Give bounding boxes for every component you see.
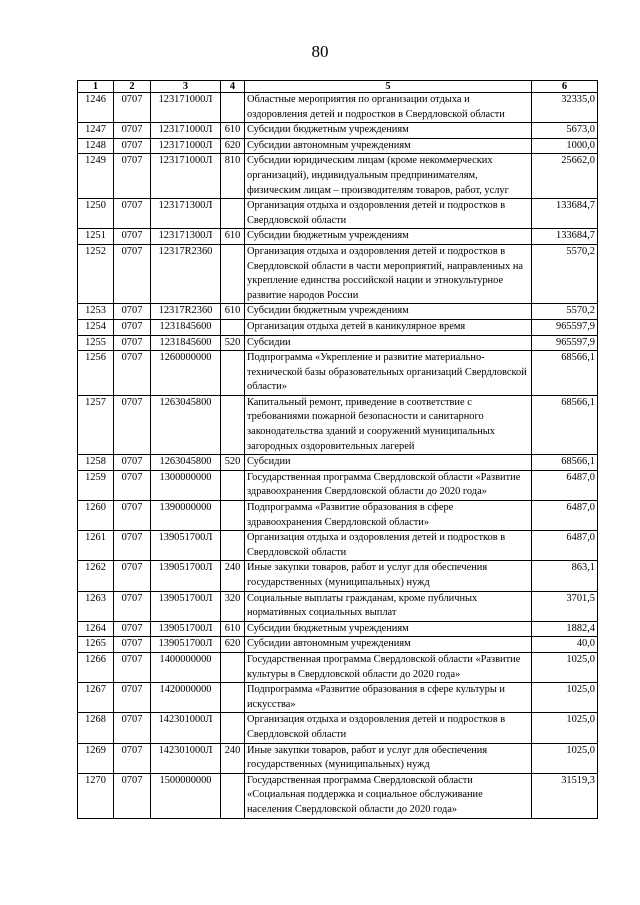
row-number-cell: 1252 <box>78 244 114 303</box>
amount-cell: 32335,0 <box>532 93 598 123</box>
table-row <box>78 531 598 561</box>
target-code-cell: 1400000000 <box>151 652 221 682</box>
header-cell: 1 <box>78 81 114 93</box>
section-code-cell: 0707 <box>114 395 151 454</box>
table-row <box>78 395 598 454</box>
row-number-cell: 1254 <box>78 319 114 335</box>
target-code-cell: 1300000000 <box>151 470 221 500</box>
amount-cell: 965597,9 <box>532 335 598 351</box>
section-code-cell: 0707 <box>114 591 151 621</box>
target-code-cell: 1390000000 <box>151 501 221 531</box>
item-name-cell: Субсидии юридическим лицам (кроме некоммерческих организаций), индивидуальным предпринимателям, физическим лицам – производителям товаров, работ, услуг <box>245 154 532 199</box>
expense-type-cell: 240 <box>221 561 245 591</box>
row-number-cell: 1266 <box>78 652 114 682</box>
item-name-cell: Капитальный ремонт, приведение в соответствие с требованиями пожарной безопасности и санитарного законодательства зданий и сооружений муниципальных загородных оздоровительных лагерей <box>245 395 532 454</box>
expense-type-cell <box>221 683 245 713</box>
amount-cell: 68566,1 <box>532 395 598 454</box>
section-code-cell: 0707 <box>114 621 151 637</box>
section-code-cell: 0707 <box>114 351 151 396</box>
item-name-cell: Субсидии <box>245 455 532 471</box>
table-row <box>78 591 598 621</box>
section-code-cell: 0707 <box>114 773 151 818</box>
table-row <box>78 335 598 351</box>
row-number-cell: 1251 <box>78 229 114 245</box>
table-row <box>78 154 598 199</box>
table-row <box>78 501 598 531</box>
item-name-cell: Субсидии автономным учреждениям <box>245 138 532 154</box>
amount-cell: 1025,0 <box>532 743 598 773</box>
row-number-cell: 1265 <box>78 637 114 653</box>
item-name-cell: Областные мероприятия по организации отдыха и оздоровления детей и подростков в Свердловской области <box>245 93 532 123</box>
row-number-cell: 1267 <box>78 683 114 713</box>
item-name-cell: Субсидии бюджетным учреждениям <box>245 304 532 320</box>
amount-cell: 5570,2 <box>532 244 598 303</box>
expense-type-cell: 620 <box>221 138 245 154</box>
section-code-cell: 0707 <box>114 154 151 199</box>
table-row <box>78 773 598 818</box>
section-code-cell: 0707 <box>114 713 151 743</box>
row-number-cell: 1246 <box>78 93 114 123</box>
table-body <box>78 93 598 819</box>
row-number-cell: 1255 <box>78 335 114 351</box>
target-code-cell: 123171300Л <box>151 199 221 229</box>
target-code-cell: 123171300Л <box>151 229 221 245</box>
section-code-cell: 0707 <box>114 199 151 229</box>
expense-type-cell: 520 <box>221 455 245 471</box>
amount-cell: 3701,5 <box>532 591 598 621</box>
amount-cell: 965597,9 <box>532 319 598 335</box>
expense-type-cell <box>221 531 245 561</box>
expense-type-cell <box>221 199 245 229</box>
expense-type-cell: 610 <box>221 123 245 139</box>
row-number-cell: 1264 <box>78 621 114 637</box>
target-code-cell: 1420000000 <box>151 683 221 713</box>
row-number-cell: 1261 <box>78 531 114 561</box>
amount-cell: 25662,0 <box>532 154 598 199</box>
expense-type-cell <box>221 395 245 454</box>
table-row <box>78 244 598 303</box>
expense-type-cell <box>221 470 245 500</box>
expense-type-cell: 810 <box>221 154 245 199</box>
item-name-cell: Государственная программа Свердловской области «Социальная поддержка и социальное обслуживание населения Свердловской области до 2020 года» <box>245 773 532 818</box>
amount-cell: 6487,0 <box>532 470 598 500</box>
row-number-cell: 1263 <box>78 591 114 621</box>
section-code-cell: 0707 <box>114 455 151 471</box>
expense-type-cell: 620 <box>221 637 245 653</box>
section-code-cell: 0707 <box>114 138 151 154</box>
amount-cell: 6487,0 <box>532 501 598 531</box>
amount-cell: 1025,0 <box>532 683 598 713</box>
item-name-cell: Подпрограмма «Развитие образования в сфере здравоохранения Свердловской области» <box>245 501 532 531</box>
table-row <box>78 652 598 682</box>
target-code-cell: 1263045800 <box>151 395 221 454</box>
target-code-cell: 1231845600 <box>151 319 221 335</box>
item-name-cell: Иные закупки товаров, работ и услуг для обеспечения государственных (муниципальных) нужд <box>245 743 532 773</box>
target-code-cell: 123171000Л <box>151 138 221 154</box>
table-row <box>78 123 598 139</box>
row-number-cell: 1250 <box>78 199 114 229</box>
section-code-cell: 0707 <box>114 244 151 303</box>
expense-type-cell: 610 <box>221 304 245 320</box>
row-number-cell: 1256 <box>78 351 114 396</box>
amount-cell: 863,1 <box>532 561 598 591</box>
target-code-cell: 123171000Л <box>151 154 221 199</box>
item-name-cell: Субсидии автономным учреждениям <box>245 637 532 653</box>
item-name-cell: Организация отдыха и оздоровления детей и подростков в Свердловской области <box>245 531 532 561</box>
item-name-cell: Иные закупки товаров, работ и услуг для обеспечения государственных (муниципальных) нужд <box>245 561 532 591</box>
section-code-cell: 0707 <box>114 652 151 682</box>
row-number-cell: 1247 <box>78 123 114 139</box>
item-name-cell: Подпрограмма «Укрепление и развитие материально-технической базы образовательных организаций Свердловской области» <box>245 351 532 396</box>
target-code-cell: 1500000000 <box>151 773 221 818</box>
row-number-cell: 1257 <box>78 395 114 454</box>
expense-type-cell: 320 <box>221 591 245 621</box>
target-code-cell: 12317R2360 <box>151 304 221 320</box>
amount-cell: 133684,7 <box>532 199 598 229</box>
section-code-cell: 0707 <box>114 683 151 713</box>
table-row <box>78 743 598 773</box>
expense-type-cell: 610 <box>221 229 245 245</box>
table-row <box>78 229 598 245</box>
table-row <box>78 199 598 229</box>
target-code-cell: 139051700Л <box>151 531 221 561</box>
expense-type-cell <box>221 244 245 303</box>
table-row <box>78 713 598 743</box>
table-row <box>78 637 598 653</box>
budget-table <box>77 80 598 819</box>
item-name-cell: Организация отдыха и оздоровления детей и подростков в Свердловской области в части мероприятий, направленных на укрепление единства российской нации и этнокультурное развитие народов России <box>245 244 532 303</box>
table-row <box>78 470 598 500</box>
table-row <box>78 138 598 154</box>
expense-type-cell <box>221 93 245 123</box>
section-code-cell: 0707 <box>114 123 151 139</box>
item-name-cell: Социальные выплаты гражданам, кроме публичных нормативных социальных выплат <box>245 591 532 621</box>
item-name-cell: Государственная программа Свердловской области «Развитие здравоохранения Свердловской области до 2020 года» <box>245 470 532 500</box>
item-name-cell: Организация отдыха и оздоровления детей и подростков в Свердловской области <box>245 713 532 743</box>
row-number-cell: 1259 <box>78 470 114 500</box>
target-code-cell: 1263045800 <box>151 455 221 471</box>
section-code-cell: 0707 <box>114 229 151 245</box>
expense-type-cell <box>221 319 245 335</box>
item-name-cell: Субсидии бюджетным учреждениям <box>245 123 532 139</box>
item-name-cell: Субсидии <box>245 335 532 351</box>
row-number-cell: 1258 <box>78 455 114 471</box>
section-code-cell: 0707 <box>114 319 151 335</box>
expense-type-cell <box>221 351 245 396</box>
section-code-cell: 0707 <box>114 335 151 351</box>
section-code-cell: 0707 <box>114 304 151 320</box>
target-code-cell: 142301000Л <box>151 743 221 773</box>
amount-cell: 5570,2 <box>532 304 598 320</box>
row-number-cell: 1249 <box>78 154 114 199</box>
item-name-cell: Организация отдыха и оздоровления детей и подростков в Свердловской области <box>245 199 532 229</box>
table-row <box>78 683 598 713</box>
section-code-cell: 0707 <box>114 561 151 591</box>
row-number-cell: 1270 <box>78 773 114 818</box>
table-header-row <box>78 81 598 93</box>
target-code-cell: 139051700Л <box>151 591 221 621</box>
expense-type-cell: 520 <box>221 335 245 351</box>
item-name-cell: Подпрограмма «Развитие образования в сфере культуры и искусства» <box>245 683 532 713</box>
header-cell: 6 <box>532 81 598 93</box>
target-code-cell: 123171000Л <box>151 123 221 139</box>
table-row <box>78 351 598 396</box>
target-code-cell: 139051700Л <box>151 637 221 653</box>
table-row <box>78 455 598 471</box>
amount-cell: 68566,1 <box>532 455 598 471</box>
amount-cell: 1025,0 <box>532 652 598 682</box>
row-number-cell: 1260 <box>78 501 114 531</box>
expense-type-cell <box>221 713 245 743</box>
page-number: 80 <box>311 42 329 61</box>
row-number-cell: 1253 <box>78 304 114 320</box>
row-number-cell: 1268 <box>78 713 114 743</box>
target-code-cell: 139051700Л <box>151 621 221 637</box>
table-row <box>78 561 598 591</box>
item-name-cell: Субсидии бюджетным учреждениям <box>245 229 532 245</box>
section-code-cell: 0707 <box>114 501 151 531</box>
table-row <box>78 621 598 637</box>
item-name-cell: Субсидии бюджетным учреждениям <box>245 621 532 637</box>
table-row <box>78 304 598 320</box>
amount-cell: 133684,7 <box>532 229 598 245</box>
row-number-cell: 1248 <box>78 138 114 154</box>
amount-cell: 1025,0 <box>532 713 598 743</box>
header-cell: 4 <box>221 81 245 93</box>
item-name-cell: Организация отдыха детей в каникулярное время <box>245 319 532 335</box>
amount-cell: 31519,3 <box>532 773 598 818</box>
target-code-cell: 1260000000 <box>151 351 221 396</box>
target-code-cell: 139051700Л <box>151 561 221 591</box>
header-cell: 2 <box>114 81 151 93</box>
section-code-cell: 0707 <box>114 93 151 123</box>
row-number-cell: 1262 <box>78 561 114 591</box>
expense-type-cell <box>221 652 245 682</box>
amount-cell: 1882,4 <box>532 621 598 637</box>
header-cell: 5 <box>245 81 532 93</box>
amount-cell: 6487,0 <box>532 531 598 561</box>
expense-type-cell <box>221 773 245 818</box>
row-number-cell: 1269 <box>78 743 114 773</box>
expense-type-cell <box>221 501 245 531</box>
amount-cell: 68566,1 <box>532 351 598 396</box>
expense-type-cell: 240 <box>221 743 245 773</box>
header-cell: 3 <box>151 81 221 93</box>
table-row <box>78 93 598 123</box>
target-code-cell: 123171000Л <box>151 93 221 123</box>
section-code-cell: 0707 <box>114 743 151 773</box>
target-code-cell: 12317R2360 <box>151 244 221 303</box>
section-code-cell: 0707 <box>114 470 151 500</box>
amount-cell: 5673,0 <box>532 123 598 139</box>
amount-cell: 40,0 <box>532 637 598 653</box>
section-code-cell: 0707 <box>114 531 151 561</box>
amount-cell: 1000,0 <box>532 138 598 154</box>
target-code-cell: 142301000Л <box>151 713 221 743</box>
section-code-cell: 0707 <box>114 637 151 653</box>
item-name-cell: Государственная программа Свердловской области «Развитие культуры в Свердловской области до 2020 года» <box>245 652 532 682</box>
table-row <box>78 319 598 335</box>
target-code-cell: 1231845600 <box>151 335 221 351</box>
expense-type-cell: 610 <box>221 621 245 637</box>
